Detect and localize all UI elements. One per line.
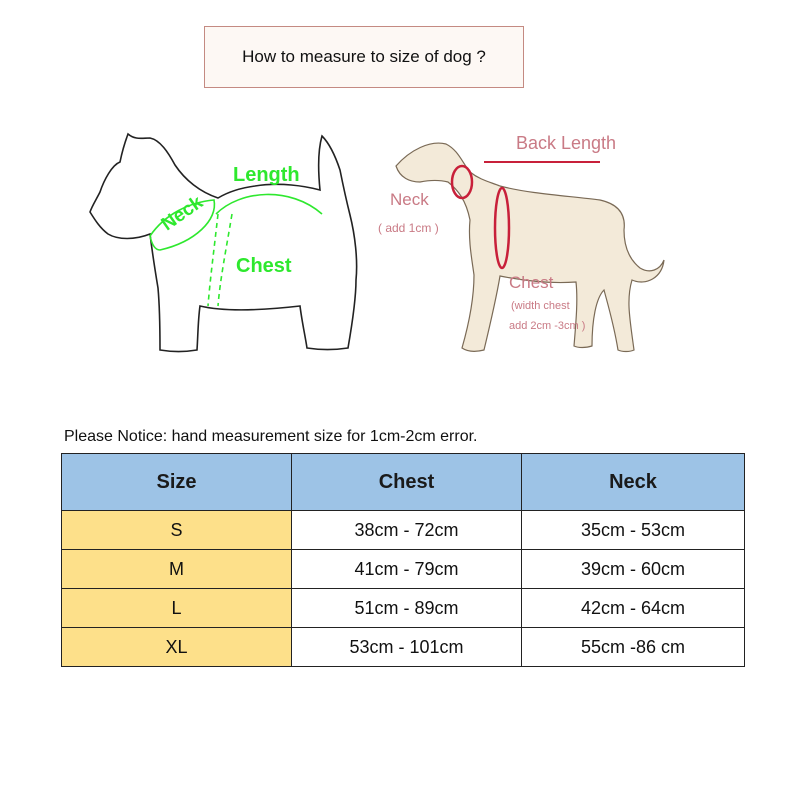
- neck-label-right: Neck: [390, 190, 429, 209]
- chest-label-right: Chest: [509, 273, 554, 292]
- length-label: Length: [233, 164, 300, 186]
- size-cell: S: [62, 511, 292, 550]
- title-box: [204, 26, 524, 88]
- table-row: [62, 589, 745, 628]
- table-row: [62, 511, 745, 550]
- back-length-label: Back Length: [516, 133, 617, 153]
- header-neck: Neck: [522, 454, 745, 511]
- neck-cell: 35cm - 53cm: [522, 511, 745, 550]
- neck-cell: 39cm - 60cm: [522, 550, 745, 589]
- chest-note-1: (width chest: [511, 300, 570, 312]
- chest-measure-line: [208, 214, 232, 306]
- measurement-figure: [0, 110, 800, 370]
- chest-label-left: Chest: [236, 255, 292, 277]
- table-header-row: [62, 454, 745, 511]
- table-row: [62, 550, 745, 589]
- chest-cell: 53cm - 101cm: [292, 628, 522, 667]
- small-dog-outline: [90, 134, 357, 352]
- length-measure-line: [216, 194, 322, 214]
- dog-illustrations: [0, 110, 800, 370]
- chest-cell: 41cm - 79cm: [292, 550, 522, 589]
- neck-cell: 55cm -86 cm: [522, 628, 745, 667]
- table-row: [62, 628, 745, 667]
- neck-cell: 42cm - 64cm: [522, 589, 745, 628]
- size-cell: XL: [62, 628, 292, 667]
- size-table: [61, 453, 745, 667]
- header-chest: Chest: [292, 454, 522, 511]
- chest-cell: 51cm - 89cm: [292, 589, 522, 628]
- page-title: How to measure to size of dog ?: [242, 47, 486, 66]
- header-size: Size: [62, 454, 292, 511]
- neck-label-left: Neck: [157, 191, 207, 236]
- chest-note-2: add 2cm -3cm ): [509, 320, 586, 332]
- neck-note: ( add 1cm ): [378, 221, 439, 235]
- chest-cell: 38cm - 72cm: [292, 511, 522, 550]
- notice-text: Please Notice: hand measurement size for 1cm-2cm error.: [64, 428, 478, 445]
- size-cell: L: [62, 589, 292, 628]
- size-cell: M: [62, 550, 292, 589]
